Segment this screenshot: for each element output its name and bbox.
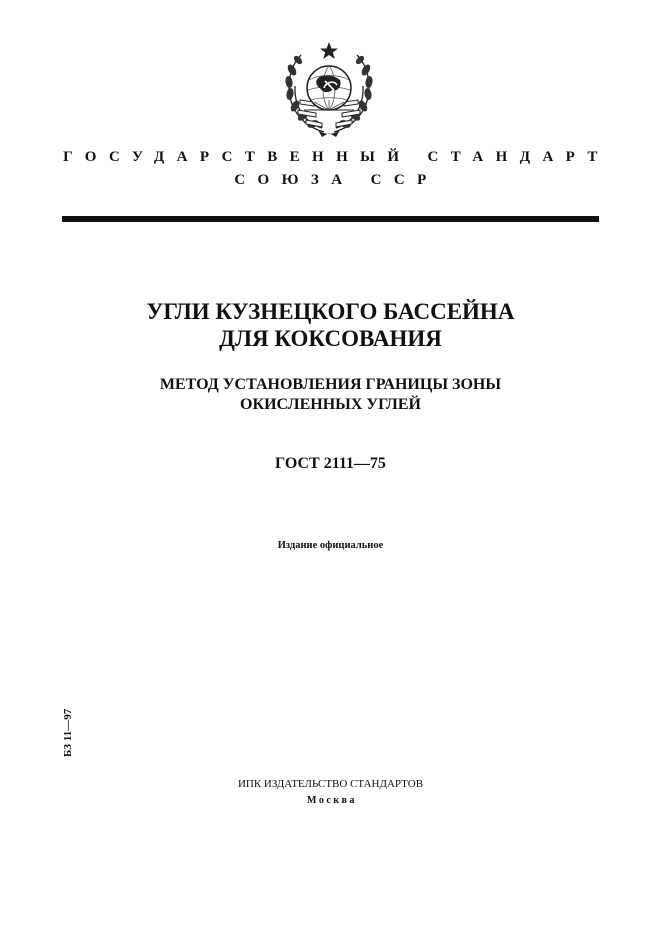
document-title-line-2: ДЛЯ КОКСОВАНИЯ <box>219 326 442 351</box>
publisher-city: Москва <box>307 795 357 806</box>
publisher-name: ИПК ИЗДАТЕЛЬСТВО СТАНДАРТОВ <box>237 778 424 790</box>
document-title <box>0 298 661 352</box>
document-subtitle-line-1: МЕТОД УСТАНОВЛЕНИЯ ГРАНИЦЫ ЗОНЫ <box>159 376 502 393</box>
document-subtitle <box>0 375 661 415</box>
header-state-standard: ГОСУДАРСТВЕННЫЙ СТАНДАРТ <box>63 149 610 165</box>
standard-number: ГОСТ 2111—75 <box>275 455 386 472</box>
header-ussr: СОЮЗА ССР <box>234 172 439 188</box>
side-catalog-code: БЗ 11—97 <box>62 708 74 757</box>
document-subtitle-line-2: ОКИСЛЕННЫХ УГЛЕЙ <box>240 396 421 413</box>
header-divider <box>62 216 599 222</box>
ussr-state-emblem-icon <box>274 40 384 140</box>
document-title-line-1: УГЛИ КУЗНЕЦКОГО БАССЕЙНА <box>146 299 515 324</box>
official-edition-label: Издание официальное <box>277 540 384 551</box>
